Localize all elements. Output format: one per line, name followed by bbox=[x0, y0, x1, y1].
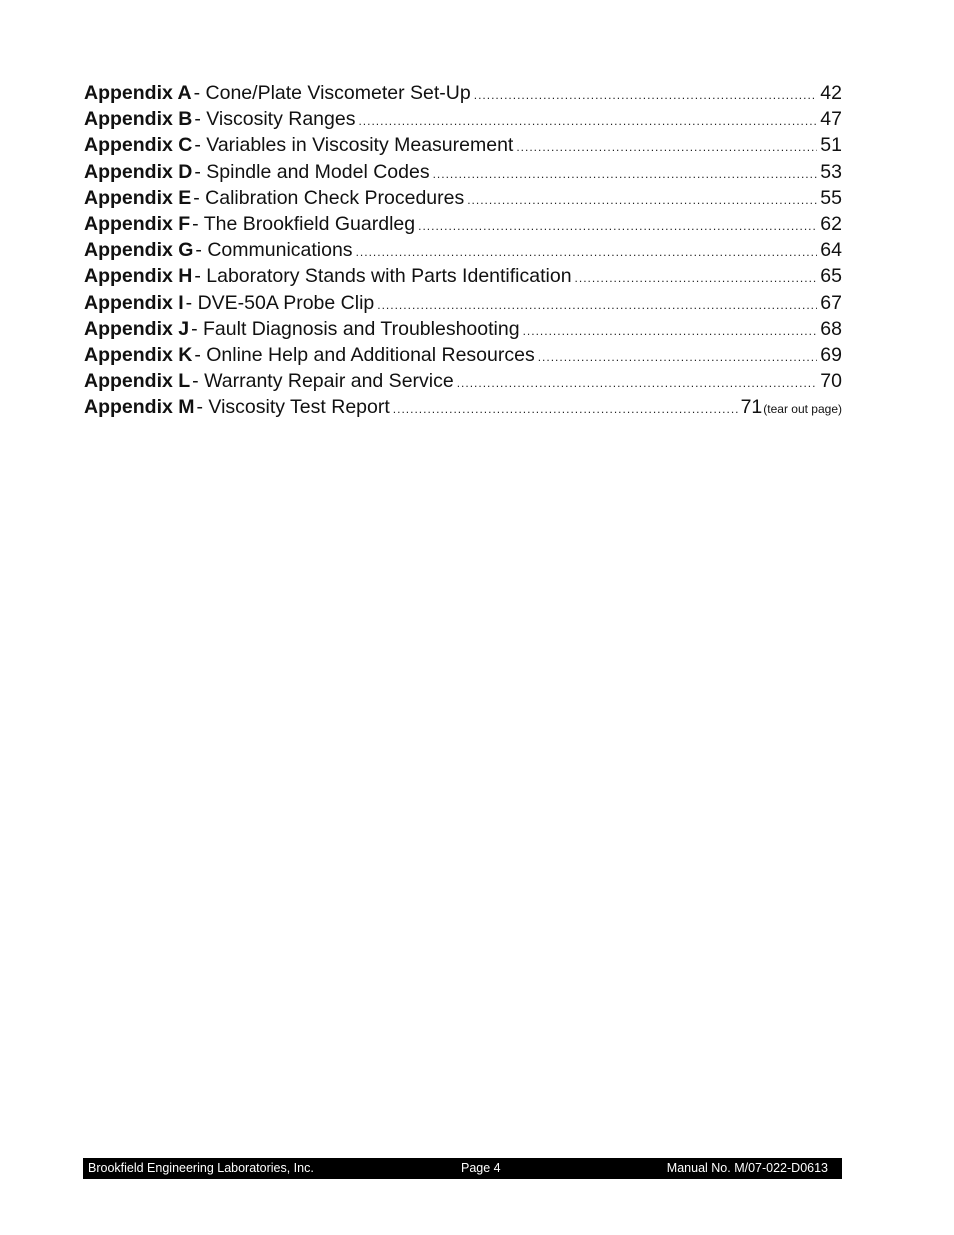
toc-appendix-label: Appendix L bbox=[84, 370, 191, 393]
toc-dot-leader bbox=[356, 239, 818, 265]
toc-entry[interactable] bbox=[84, 159, 842, 185]
toc-dot-leader bbox=[358, 108, 817, 134]
toc-page-number: 68 bbox=[820, 317, 842, 340]
toc-entry-title: - Viscosity Test Report bbox=[196, 396, 390, 419]
toc-appendix-label: Appendix G bbox=[84, 239, 194, 262]
toc-entry-title: - Cone/Plate Viscometer Set-Up bbox=[193, 82, 471, 104]
toc-entry-title: - Spindle and Model Codes bbox=[194, 160, 430, 183]
toc-appendix-label: Appendix A bbox=[84, 82, 192, 104]
toc-page-number: 55 bbox=[820, 186, 842, 209]
page-footer bbox=[83, 1158, 842, 1179]
toc-page-number: 47 bbox=[820, 108, 842, 131]
toc-entry[interactable] bbox=[84, 368, 842, 394]
toc-entry-title: - Communications bbox=[195, 239, 353, 262]
toc-page-number: 65 bbox=[820, 265, 842, 288]
toc-dot-leader bbox=[474, 82, 818, 108]
toc-entry[interactable] bbox=[84, 237, 842, 263]
toc-appendix-label: Appendix E bbox=[84, 186, 192, 209]
toc-appendix-label: Appendix M bbox=[84, 396, 195, 419]
toc-appendix-label: Appendix J bbox=[84, 317, 190, 340]
toc-appendix-label: Appendix K bbox=[84, 343, 193, 366]
footer-page-number: Page 4 bbox=[461, 1161, 501, 1175]
toc-appendix-label: Appendix C bbox=[84, 134, 193, 157]
toc-entry[interactable] bbox=[84, 132, 842, 158]
toc-appendix-label: Appendix H bbox=[84, 265, 193, 288]
toc-entry-title: - DVE-50A Probe Clip bbox=[185, 291, 375, 314]
toc-entry[interactable] bbox=[84, 394, 842, 420]
toc-entry-title: - Calibration Check Procedures bbox=[193, 186, 465, 209]
toc-appendix-label: Appendix I bbox=[84, 291, 184, 314]
toc-entry[interactable] bbox=[84, 342, 842, 368]
toc-dot-leader bbox=[516, 134, 817, 160]
toc-entry[interactable] bbox=[84, 316, 842, 342]
toc-entry-title: - Warranty Repair and Service bbox=[192, 370, 454, 393]
toc-dot-leader bbox=[377, 292, 817, 318]
toc-page-number: 51 bbox=[820, 134, 842, 157]
table-of-contents bbox=[84, 80, 842, 420]
toc-entry[interactable] bbox=[84, 80, 842, 106]
toc-page-number: 53 bbox=[820, 160, 842, 183]
toc-dot-leader bbox=[393, 396, 738, 422]
toc-page-number: 67 bbox=[820, 291, 842, 314]
toc-dot-leader bbox=[433, 161, 818, 187]
toc-entry[interactable] bbox=[84, 290, 842, 316]
toc-page-number: 64 bbox=[820, 239, 842, 262]
toc-entry-title: - Variables in Viscosity Measurement bbox=[194, 134, 514, 157]
toc-appendix-label: Appendix D bbox=[84, 160, 193, 183]
toc-entry[interactable] bbox=[84, 185, 842, 211]
toc-page-note: (tear out page) bbox=[763, 402, 842, 417]
toc-entry[interactable] bbox=[84, 106, 842, 132]
toc-entry[interactable] bbox=[84, 263, 842, 289]
toc-page-number: 70 bbox=[820, 370, 842, 393]
toc-dot-leader bbox=[418, 213, 817, 239]
toc-page-number: 42 bbox=[820, 82, 842, 104]
footer-company: Brookfield Engineering Laboratories, Inc. bbox=[88, 1161, 314, 1175]
toc-entry-title: - The Brookfield Guardleg bbox=[192, 212, 416, 235]
toc-appendix-label: Appendix B bbox=[84, 108, 193, 131]
toc-dot-leader bbox=[538, 344, 818, 370]
toc-dot-leader bbox=[457, 370, 818, 396]
toc-entry-title: - Laboratory Stands with Parts Identification bbox=[194, 265, 572, 288]
toc-entry-title: - Viscosity Ranges bbox=[194, 108, 356, 131]
toc-entry[interactable] bbox=[84, 211, 842, 237]
footer-manual-number: Manual No. M/07-022-D0613 bbox=[666, 1161, 828, 1175]
toc-page-number: 62 bbox=[820, 212, 842, 235]
toc-dot-leader bbox=[575, 265, 818, 291]
toc-page-number: 71 bbox=[740, 396, 763, 419]
toc-appendix-label: Appendix F bbox=[84, 212, 191, 235]
toc-page-number: 69 bbox=[820, 343, 842, 366]
toc-entry-title: - Online Help and Additional Resources bbox=[194, 343, 535, 366]
toc-dot-leader bbox=[523, 318, 818, 344]
toc-entry-title: - Fault Diagnosis and Troubleshooting bbox=[191, 317, 520, 340]
toc-dot-leader bbox=[467, 187, 817, 213]
